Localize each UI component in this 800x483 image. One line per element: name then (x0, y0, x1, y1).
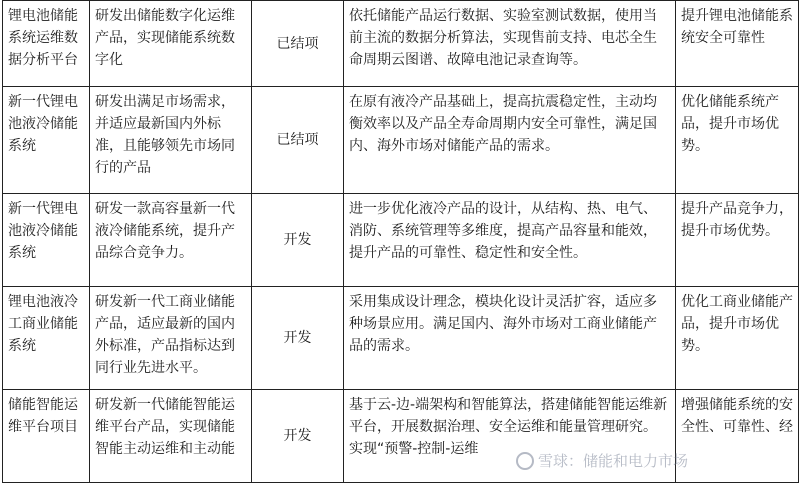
rd-projects-table (2, 0, 799, 483)
project-name-cell: 新一代锂电池液冷储能系统 (3, 194, 90, 287)
watermark (516, 450, 688, 471)
project-status-cell: 开发 (252, 390, 344, 483)
project-content-cell: 采用集成设计理念，模块化设计灵活扩容，适应多种场景应用。满足国内、海外市场对工商业储能产品的需求。 (344, 287, 676, 390)
project-goal-cell: 研发出满足市场需求，并适应最新国内外标准，且能够领先市场同行的产品 (90, 87, 252, 194)
table-row (3, 1, 799, 87)
project-goal-cell: 研发新一代储能智能运维平台产品，实现储能智能主动运维和主动能 (90, 390, 252, 483)
project-impact-cell: 优化储能系统产品，提升市场优势。 (676, 87, 799, 194)
project-content-cell: 依托储能产品运行数据、实验室测试数据，使用当前主流的数据分析算法，实现售前支持、电芯全生命周期云图谱、故障电池记录查询等。 (344, 1, 676, 87)
project-impact-cell: 提升产品竞争力，提升市场优势。 (676, 194, 799, 287)
project-status-cell: 已结项 (252, 87, 344, 194)
project-goal-cell: 研发新一代工商业储能产品，适应最新的国内外标准，产品指标达到同行业先进水平。 (90, 287, 252, 390)
table-row (3, 194, 799, 287)
project-name-cell: 储能智能运维平台项目 (3, 390, 90, 483)
project-impact-cell: 提升锂电池储能系统安全可靠性 (676, 1, 799, 87)
project-content-cell: 基于云-边-端架构和智能算法，搭建储能智能运维新平台，开展数据治理、安全运维和能量管理研究。实现“预警-控制-运维 (344, 390, 676, 483)
project-goal-cell: 研发一款高容量新一代液冷储能系统，提升产品综合竞争力。 (90, 194, 252, 287)
project-content-cell: 在原有液冷产品基础上，提高抗震稳定性，主动均衡效率以及产品全寿命周期内安全可靠性，满足国内、海外市场对储能产品的需求。 (344, 87, 676, 194)
table-row (3, 87, 799, 194)
project-name-cell: 锂电池储能系统运维数据分析平台 (3, 1, 90, 87)
project-goal-cell: 研发出储能数字化运维产品，实现储能系统数字化 (90, 1, 252, 87)
project-impact-cell: 增强储能系统的安全性、可靠性、经 (676, 390, 799, 483)
project-status-cell: 开发 (252, 287, 344, 390)
table-row (3, 287, 799, 390)
project-status-cell: 已结项 (252, 1, 344, 87)
project-name-cell: 锂电池液冷工商业储能系统 (3, 287, 90, 390)
project-status-cell: 开发 (252, 194, 344, 287)
project-name-cell: 新一代锂电池液冷储能系统 (3, 87, 90, 194)
project-impact-cell: 优化工商业储能产品，提升市场优势。 (676, 287, 799, 390)
watermark-text: 雪球：储能和电力市场 (538, 452, 689, 470)
xueqiu-logo-icon (516, 452, 534, 470)
project-content-cell: 进一步优化液冷产品的设计，从结构、热、电气、消防、系统管理等多维度，提高产品容量和能效，提升产品的可靠性、稳定性和安全性。 (344, 194, 676, 287)
